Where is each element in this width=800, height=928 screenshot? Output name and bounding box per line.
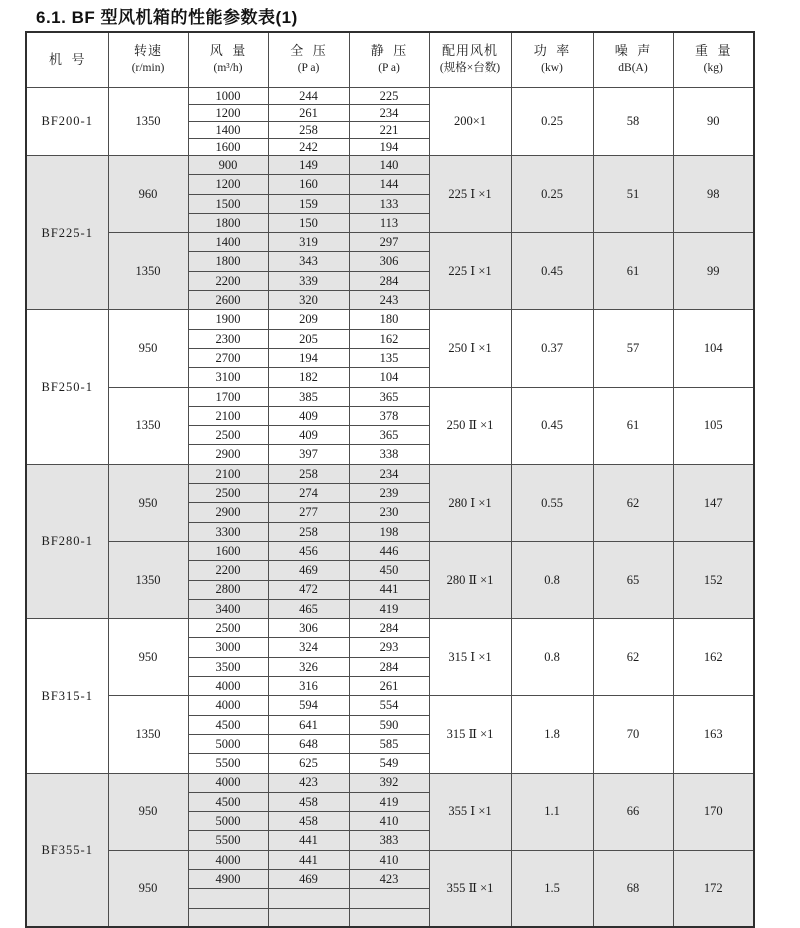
power-cell: 1.5 bbox=[511, 850, 593, 927]
column-header-unit: (P a) bbox=[297, 62, 320, 75]
weight-cell: 152 bbox=[673, 541, 754, 618]
table-row bbox=[26, 156, 754, 175]
noise-cell: 57 bbox=[593, 310, 673, 387]
total-pressure-cell: 258 bbox=[268, 522, 349, 541]
total-pressure-cell: 469 bbox=[268, 561, 349, 580]
column-header-unit: (r/min) bbox=[131, 62, 165, 75]
column-header bbox=[511, 32, 593, 88]
total-pressure-cell: 159 bbox=[268, 194, 349, 213]
fan-spec-cell: 200×1 bbox=[429, 88, 511, 156]
total-pressure-cell: 458 bbox=[268, 792, 349, 811]
airflow-cell: 4900 bbox=[188, 869, 268, 888]
table-row bbox=[26, 619, 754, 638]
airflow-cell: 900 bbox=[188, 156, 268, 175]
total-pressure-cell: 324 bbox=[268, 638, 349, 657]
static-pressure-cell: 284 bbox=[349, 271, 429, 290]
static-pressure-cell bbox=[349, 889, 429, 908]
airflow-cell: 3100 bbox=[188, 368, 268, 387]
fan-spec-cell: 225 Ⅰ ×1 bbox=[429, 233, 511, 310]
total-pressure-cell: 316 bbox=[268, 677, 349, 696]
static-pressure-cell: 194 bbox=[349, 139, 429, 156]
total-pressure-cell: 326 bbox=[268, 657, 349, 676]
airflow-cell: 4000 bbox=[188, 696, 268, 715]
total-pressure-cell: 277 bbox=[268, 503, 349, 522]
total-pressure-cell: 205 bbox=[268, 329, 349, 348]
page-title: 6.1. BF 型风机箱的性能参数表(1) bbox=[36, 8, 298, 27]
column-header-title: 重 量 bbox=[694, 43, 732, 59]
static-pressure-cell: 113 bbox=[349, 213, 429, 232]
airflow-cell: 2300 bbox=[188, 329, 268, 348]
total-pressure-cell: 261 bbox=[268, 105, 349, 122]
airflow-cell: 1600 bbox=[188, 541, 268, 560]
weight-cell: 163 bbox=[673, 696, 754, 773]
column-header-unit: (m³/h) bbox=[213, 62, 243, 75]
total-pressure-cell: 409 bbox=[268, 406, 349, 425]
column-header bbox=[268, 32, 349, 88]
noise-cell: 65 bbox=[593, 541, 673, 618]
airflow-cell: 2100 bbox=[188, 464, 268, 483]
total-pressure-cell: 242 bbox=[268, 139, 349, 156]
airflow-cell bbox=[188, 908, 268, 927]
fan-spec-cell: 250 Ⅰ ×1 bbox=[429, 310, 511, 387]
total-pressure-cell: 339 bbox=[268, 271, 349, 290]
noise-cell: 61 bbox=[593, 387, 673, 464]
weight-cell: 105 bbox=[673, 387, 754, 464]
total-pressure-cell: 594 bbox=[268, 696, 349, 715]
total-pressure-cell: 150 bbox=[268, 213, 349, 232]
total-pressure-cell bbox=[268, 889, 349, 908]
speed-cell: 1350 bbox=[108, 696, 188, 773]
column-header-title: 风 量 bbox=[209, 43, 247, 59]
speed-cell: 1350 bbox=[108, 233, 188, 310]
weight-cell: 147 bbox=[673, 464, 754, 541]
total-pressure-cell: 149 bbox=[268, 156, 349, 175]
static-pressure-cell: 450 bbox=[349, 561, 429, 580]
fan-spec-cell: 250 Ⅱ ×1 bbox=[429, 387, 511, 464]
airflow-cell: 2900 bbox=[188, 503, 268, 522]
total-pressure-cell: 319 bbox=[268, 233, 349, 252]
static-pressure-cell: 446 bbox=[349, 541, 429, 560]
airflow-cell: 1500 bbox=[188, 194, 268, 213]
static-pressure-cell: 230 bbox=[349, 503, 429, 522]
table-row bbox=[26, 88, 754, 105]
static-pressure-cell: 144 bbox=[349, 175, 429, 194]
static-pressure-cell: 410 bbox=[349, 812, 429, 831]
noise-cell: 58 bbox=[593, 88, 673, 156]
weight-cell: 170 bbox=[673, 773, 754, 850]
speed-cell: 950 bbox=[108, 619, 188, 696]
column-header bbox=[593, 32, 673, 88]
model-cell: BF355-1 bbox=[26, 773, 108, 927]
airflow-cell: 3000 bbox=[188, 638, 268, 657]
power-cell: 0.45 bbox=[511, 233, 593, 310]
airflow-cell: 5000 bbox=[188, 734, 268, 753]
table-row bbox=[26, 541, 754, 560]
weight-cell: 98 bbox=[673, 156, 754, 233]
static-pressure-cell: 392 bbox=[349, 773, 429, 792]
speed-cell: 1350 bbox=[108, 88, 188, 156]
model-cell: BF315-1 bbox=[26, 619, 108, 773]
airflow-cell: 4500 bbox=[188, 715, 268, 734]
total-pressure-cell: 244 bbox=[268, 88, 349, 105]
speed-cell: 950 bbox=[108, 310, 188, 387]
airflow-cell: 1800 bbox=[188, 213, 268, 232]
total-pressure-cell: 472 bbox=[268, 580, 349, 599]
power-cell: 0.8 bbox=[511, 541, 593, 618]
weight-cell: 104 bbox=[673, 310, 754, 387]
noise-cell: 51 bbox=[593, 156, 673, 233]
table-row bbox=[26, 850, 754, 869]
total-pressure-cell: 397 bbox=[268, 445, 349, 464]
fan-spec-cell: 225 Ⅰ ×1 bbox=[429, 156, 511, 233]
airflow-cell: 2200 bbox=[188, 561, 268, 580]
total-pressure-cell: 258 bbox=[268, 122, 349, 139]
total-pressure-cell: 458 bbox=[268, 812, 349, 831]
total-pressure-cell: 441 bbox=[268, 831, 349, 850]
airflow-cell: 2200 bbox=[188, 271, 268, 290]
static-pressure-cell: 293 bbox=[349, 638, 429, 657]
static-pressure-cell: 162 bbox=[349, 329, 429, 348]
fan-spec-cell: 315 Ⅱ ×1 bbox=[429, 696, 511, 773]
total-pressure-cell: 625 bbox=[268, 754, 349, 773]
airflow-cell: 1600 bbox=[188, 139, 268, 156]
airflow-cell: 2800 bbox=[188, 580, 268, 599]
total-pressure-cell: 258 bbox=[268, 464, 349, 483]
power-cell: 0.55 bbox=[511, 464, 593, 541]
column-header-title: 全 压 bbox=[290, 43, 327, 59]
static-pressure-cell: 549 bbox=[349, 754, 429, 773]
total-pressure-cell: 274 bbox=[268, 484, 349, 503]
static-pressure-cell: 140 bbox=[349, 156, 429, 175]
static-pressure-cell: 297 bbox=[349, 233, 429, 252]
weight-cell: 99 bbox=[673, 233, 754, 310]
static-pressure-cell: 590 bbox=[349, 715, 429, 734]
total-pressure-cell: 423 bbox=[268, 773, 349, 792]
noise-cell: 61 bbox=[593, 233, 673, 310]
power-cell: 0.25 bbox=[511, 88, 593, 156]
fan-spec-cell: 315 Ⅰ ×1 bbox=[429, 619, 511, 696]
total-pressure-cell: 160 bbox=[268, 175, 349, 194]
speed-cell: 950 bbox=[108, 850, 188, 927]
static-pressure-cell: 239 bbox=[349, 484, 429, 503]
airflow-cell: 2500 bbox=[188, 426, 268, 445]
airflow-cell: 1200 bbox=[188, 175, 268, 194]
static-pressure-cell: 180 bbox=[349, 310, 429, 329]
airflow-cell: 2500 bbox=[188, 619, 268, 638]
airflow-cell: 1400 bbox=[188, 122, 268, 139]
noise-cell: 68 bbox=[593, 850, 673, 927]
total-pressure-cell: 648 bbox=[268, 734, 349, 753]
column-header bbox=[349, 32, 429, 88]
total-pressure-cell: 320 bbox=[268, 291, 349, 310]
column-header bbox=[188, 32, 268, 88]
total-pressure-cell: 465 bbox=[268, 599, 349, 618]
column-header bbox=[108, 32, 188, 88]
static-pressure-cell: 423 bbox=[349, 869, 429, 888]
static-pressure-cell: 284 bbox=[349, 657, 429, 676]
airflow-cell: 3400 bbox=[188, 599, 268, 618]
static-pressure-cell: 221 bbox=[349, 122, 429, 139]
total-pressure-cell: 469 bbox=[268, 869, 349, 888]
airflow-cell: 5500 bbox=[188, 831, 268, 850]
column-header-title: 配用风机 bbox=[441, 43, 498, 59]
weight-cell: 90 bbox=[673, 88, 754, 156]
total-pressure-cell: 385 bbox=[268, 387, 349, 406]
power-cell: 0.25 bbox=[511, 156, 593, 233]
column-header-title: 机 号 bbox=[48, 51, 86, 67]
header-row bbox=[26, 32, 754, 88]
table-row bbox=[26, 387, 754, 406]
total-pressure-cell: 209 bbox=[268, 310, 349, 329]
fan-spec-cell: 280 Ⅰ ×1 bbox=[429, 464, 511, 541]
static-pressure-cell: 133 bbox=[349, 194, 429, 213]
airflow-cell bbox=[188, 889, 268, 908]
noise-cell: 62 bbox=[593, 464, 673, 541]
column-header-title: 噪 声 bbox=[614, 43, 652, 59]
total-pressure-cell: 306 bbox=[268, 619, 349, 638]
static-pressure-cell: 365 bbox=[349, 426, 429, 445]
airflow-cell: 1800 bbox=[188, 252, 268, 271]
static-pressure-cell: 419 bbox=[349, 599, 429, 618]
power-cell: 1.8 bbox=[511, 696, 593, 773]
speed-cell: 960 bbox=[108, 156, 188, 233]
table-header bbox=[26, 32, 754, 88]
table-row bbox=[26, 464, 754, 483]
column-header bbox=[26, 32, 108, 88]
table-row bbox=[26, 773, 754, 792]
noise-cell: 70 bbox=[593, 696, 673, 773]
total-pressure-cell: 456 bbox=[268, 541, 349, 560]
airflow-cell: 1900 bbox=[188, 310, 268, 329]
airflow-cell: 3500 bbox=[188, 657, 268, 676]
total-pressure-cell: 409 bbox=[268, 426, 349, 445]
airflow-cell: 2700 bbox=[188, 348, 268, 367]
static-pressure-cell: 135 bbox=[349, 348, 429, 367]
airflow-cell: 4000 bbox=[188, 677, 268, 696]
static-pressure-cell: 441 bbox=[349, 580, 429, 599]
static-pressure-cell: 383 bbox=[349, 831, 429, 850]
static-pressure-cell: 419 bbox=[349, 792, 429, 811]
static-pressure-cell: 104 bbox=[349, 368, 429, 387]
column-header-title: 转速 bbox=[133, 43, 162, 59]
column-header-title: 静 压 bbox=[370, 43, 408, 59]
speed-cell: 1350 bbox=[108, 541, 188, 618]
column-header-unit: (规格×台数) bbox=[439, 62, 501, 75]
fan-spec-cell: 355 Ⅰ ×1 bbox=[429, 773, 511, 850]
model-cell: BF225-1 bbox=[26, 156, 108, 310]
speed-cell: 950 bbox=[108, 464, 188, 541]
static-pressure-cell: 225 bbox=[349, 88, 429, 105]
airflow-cell: 5000 bbox=[188, 812, 268, 831]
column-header bbox=[673, 32, 754, 88]
column-header-unit: (P a) bbox=[378, 62, 400, 75]
airflow-cell: 2100 bbox=[188, 406, 268, 425]
total-pressure-cell: 194 bbox=[268, 348, 349, 367]
airflow-cell: 5500 bbox=[188, 754, 268, 773]
airflow-cell: 1700 bbox=[188, 387, 268, 406]
model-cell: BF200-1 bbox=[26, 88, 108, 156]
airflow-cell: 1200 bbox=[188, 105, 268, 122]
static-pressure-cell: 554 bbox=[349, 696, 429, 715]
column-header bbox=[429, 32, 511, 88]
airflow-cell: 2600 bbox=[188, 291, 268, 310]
table-body bbox=[26, 88, 754, 928]
power-cell: 0.45 bbox=[511, 387, 593, 464]
column-header-unit: (kg) bbox=[703, 62, 723, 75]
airflow-cell: 3300 bbox=[188, 522, 268, 541]
static-pressure-cell bbox=[349, 908, 429, 927]
airflow-cell: 4000 bbox=[188, 773, 268, 792]
total-pressure-cell: 343 bbox=[268, 252, 349, 271]
power-cell: 1.1 bbox=[511, 773, 593, 850]
model-cell: BF280-1 bbox=[26, 464, 108, 618]
static-pressure-cell: 243 bbox=[349, 291, 429, 310]
total-pressure-cell: 182 bbox=[268, 368, 349, 387]
model-cell: BF250-1 bbox=[26, 310, 108, 464]
fan-spec-cell: 280 Ⅱ ×1 bbox=[429, 541, 511, 618]
speed-cell: 950 bbox=[108, 773, 188, 850]
static-pressure-cell: 365 bbox=[349, 387, 429, 406]
static-pressure-cell: 198 bbox=[349, 522, 429, 541]
table-row bbox=[26, 310, 754, 329]
speed-cell: 1350 bbox=[108, 387, 188, 464]
static-pressure-cell: 585 bbox=[349, 734, 429, 753]
static-pressure-cell: 234 bbox=[349, 464, 429, 483]
weight-cell: 172 bbox=[673, 850, 754, 927]
column-header-unit: (kw) bbox=[541, 62, 563, 75]
table-row bbox=[26, 233, 754, 252]
column-header-title: 功 率 bbox=[533, 43, 571, 59]
static-pressure-cell: 234 bbox=[349, 105, 429, 122]
noise-cell: 66 bbox=[593, 773, 673, 850]
total-pressure-cell: 641 bbox=[268, 715, 349, 734]
airflow-cell: 2900 bbox=[188, 445, 268, 464]
table-row bbox=[26, 696, 754, 715]
power-cell: 0.37 bbox=[511, 310, 593, 387]
weight-cell: 162 bbox=[673, 619, 754, 696]
noise-cell: 62 bbox=[593, 619, 673, 696]
airflow-cell: 1000 bbox=[188, 88, 268, 105]
fan-spec-cell: 355 Ⅱ ×1 bbox=[429, 850, 511, 927]
power-cell: 0.8 bbox=[511, 619, 593, 696]
airflow-cell: 2500 bbox=[188, 484, 268, 503]
static-pressure-cell: 338 bbox=[349, 445, 429, 464]
column-header-unit: dB(A) bbox=[618, 62, 648, 75]
airflow-cell: 4000 bbox=[188, 850, 268, 869]
airflow-cell: 1400 bbox=[188, 233, 268, 252]
static-pressure-cell: 306 bbox=[349, 252, 429, 271]
total-pressure-cell: 441 bbox=[268, 850, 349, 869]
spec-table bbox=[25, 31, 755, 928]
airflow-cell: 4500 bbox=[188, 792, 268, 811]
static-pressure-cell: 378 bbox=[349, 406, 429, 425]
static-pressure-cell: 261 bbox=[349, 677, 429, 696]
static-pressure-cell: 284 bbox=[349, 619, 429, 638]
total-pressure-cell bbox=[268, 908, 349, 927]
static-pressure-cell: 410 bbox=[349, 850, 429, 869]
